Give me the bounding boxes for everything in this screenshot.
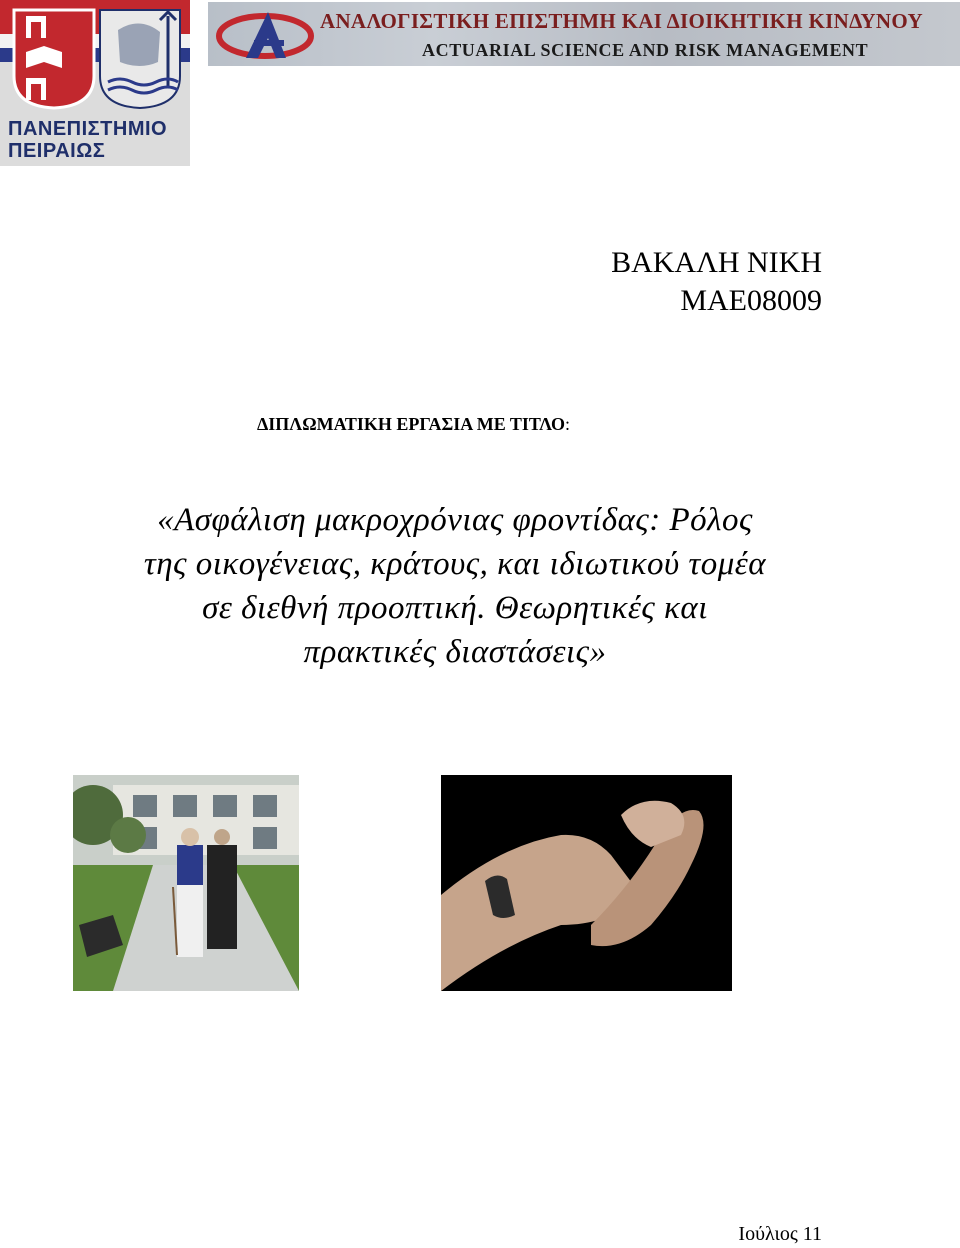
thesis-title [60, 498, 850, 674]
author-block [422, 244, 822, 320]
program-title-english: ACTUARIAL SCIENCE AND RISK MANAGEMENT [422, 40, 869, 60]
thesis-title-line: της οικογένειας, κράτους, και ιδιωτικού τομέα [143, 546, 767, 582]
elderly-couple-illustration [73, 775, 299, 991]
student-id: MAE08009 [680, 284, 822, 317]
program-banner [208, 2, 960, 66]
university-name-line1: ΠΑΝΕΠΙΣΤΗΜΙΟ [8, 118, 168, 140]
thesis-title-line: «Ασφάλιση μακροχρόνιας φροντίδας: Ρόλος [157, 502, 753, 538]
university-name-line2: ΠΕΙΡΑΙΩΣ [8, 140, 106, 162]
program-logo-icon [216, 6, 314, 62]
thesis-label [257, 414, 570, 435]
program-title-greek: ΑΝΑΛΟΓΙΣΤΙΚΗ ΕΠΙΣΤΗΜΗ ΚΑΙ ΔΙΟΙΚΗΤΙΚΗ ΚΙΝΔΥΝΟΥ [320, 9, 923, 33]
thesis-label-colon: : [565, 414, 571, 434]
clasped-hands-illustration [441, 775, 732, 991]
submission-date: Ιούλιος 11 [738, 1223, 822, 1245]
author-name: ΒΑΚΑΛΗ ΝΙΚΗ [611, 246, 822, 279]
thesis-title-line: σε διεθνή προοπτική. Θεωρητικές και [202, 590, 708, 626]
clasped-hands-photo [441, 775, 732, 991]
university-crest-icon [8, 6, 184, 110]
university-logo [0, 0, 190, 166]
elderly-couple-photo [73, 775, 299, 991]
thesis-title-line: πρακτικές διαστάσεις» [303, 634, 607, 670]
thesis-label-text: ΔΙΠΛΩΜΑΤΙΚΗ ΕΡΓΑΣΙΑ ΜΕ ΤΙΤΛΟ [257, 414, 566, 434]
